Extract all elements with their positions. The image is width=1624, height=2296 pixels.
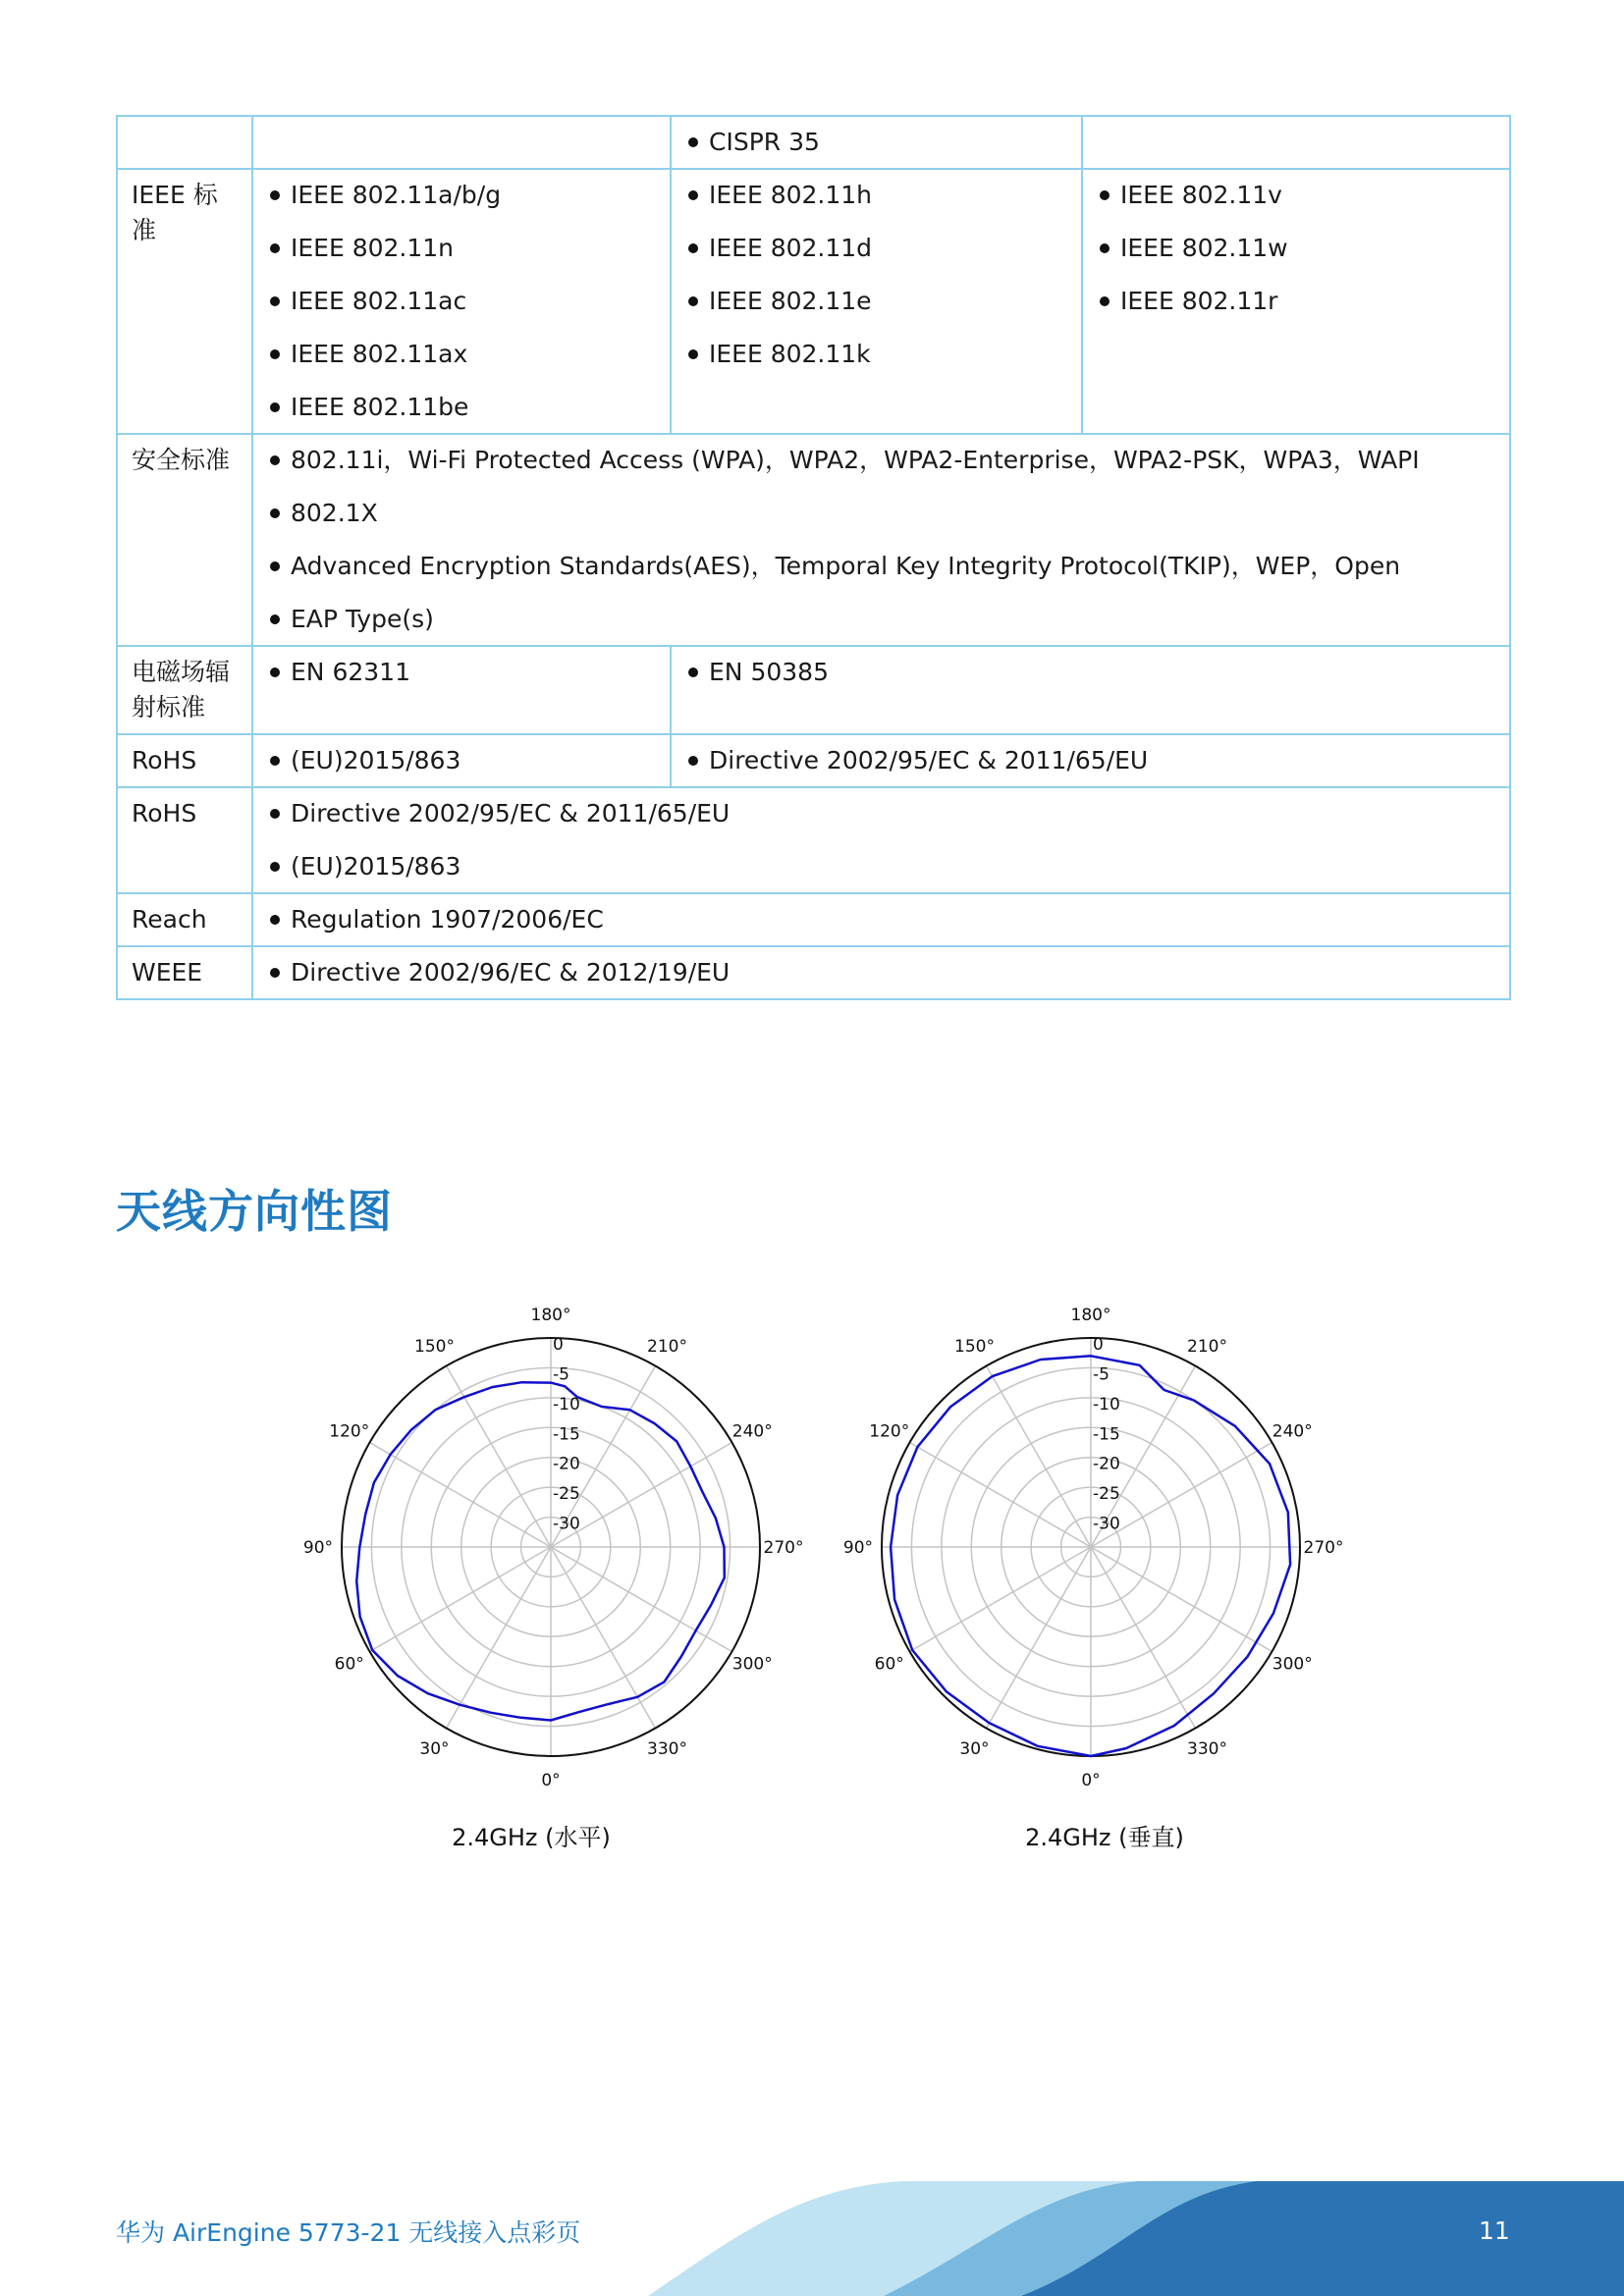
- radial-tick-label: -20: [553, 1454, 580, 1474]
- grid-spoke: [447, 1366, 552, 1547]
- list-item: 802.1X: [267, 496, 1497, 531]
- list-item: IEEE 802.11w: [1097, 231, 1497, 266]
- angle-tick-label: 30°: [959, 1739, 990, 1760]
- row-label: 安全标准: [132, 446, 231, 474]
- row-label: IEEE 标准: [132, 181, 218, 244]
- table-row: [117, 646, 1510, 734]
- row-label: RoHS: [132, 799, 197, 828]
- list-item: EAP Type(s): [267, 602, 1497, 637]
- row-label-rohs: [117, 734, 252, 787]
- table-cell: [671, 169, 1082, 434]
- radial-tick-label: -10: [1093, 1394, 1120, 1415]
- row-label-weee: [117, 946, 252, 999]
- table-cell: [252, 169, 671, 434]
- table-row: [117, 946, 1510, 999]
- radial-tick-label: -25: [553, 1484, 580, 1505]
- table-cell: [252, 116, 671, 169]
- table-cell: [671, 116, 1082, 169]
- table-cell: [671, 734, 1510, 787]
- bullet-list: [1097, 178, 1497, 319]
- list-item: Regulation 1907/2006/EC: [267, 902, 1497, 937]
- radial-tick-label: -5: [1093, 1364, 1110, 1385]
- angle-tick-label: 270°: [1303, 1538, 1344, 1558]
- grid-spoke: [370, 1443, 551, 1548]
- list-item: Advanced Encryption Standards(AES)，Temporal Key Integrity Protocol(TKIP)，WEP，Open: [267, 549, 1497, 584]
- table-cell: [671, 646, 1510, 734]
- angle-tick-label: 120°: [869, 1421, 910, 1442]
- grid-spoke: [551, 1547, 656, 1728]
- bullet-list: [267, 902, 1497, 937]
- angle-tick-label: 330°: [647, 1739, 687, 1760]
- row-label: Reach: [132, 905, 207, 934]
- table-cell: [1082, 169, 1510, 434]
- angle-tick-label: 270°: [763, 1538, 804, 1558]
- list-item: Directive 2002/95/EC & 2011/65/EU: [685, 743, 1497, 778]
- bullet-list: [267, 655, 658, 690]
- list-item: IEEE 802.11ax: [267, 337, 658, 372]
- list-item: IEEE 802.11h: [685, 178, 1069, 213]
- angle-tick-label: 210°: [1187, 1336, 1227, 1357]
- list-item: Directive 2002/95/EC & 2011/65/EU: [267, 796, 1497, 831]
- list-item: IEEE 802.11ac: [267, 284, 658, 319]
- table-row: [117, 893, 1510, 946]
- angle-tick-label: 60°: [874, 1654, 904, 1675]
- bullet-list: [267, 955, 1497, 990]
- row-label: 电磁场辐射标准: [132, 658, 231, 721]
- row-label: WEEE: [132, 958, 203, 987]
- row-label-reach: [117, 893, 252, 946]
- row-label: RoHS: [132, 746, 197, 774]
- list-item: IEEE 802.11n: [267, 231, 658, 266]
- list-item: 802.11i，Wi-Fi Protected Access (WPA)，WPA2，WPA2-Enterprise，WPA2-PSK，WPA3，WAPI: [267, 443, 1497, 478]
- angle-tick-label: 180°: [530, 1306, 571, 1325]
- angle-tick-label: 330°: [1187, 1739, 1227, 1760]
- list-item: EN 50385: [685, 655, 1497, 690]
- angle-tick-label: 240°: [1272, 1421, 1313, 1442]
- footer-doc-title: 华为 AirEngine 5773-21 无线接入点彩页: [116, 2218, 581, 2247]
- table-cell: [252, 646, 671, 734]
- angle-tick-label: 180°: [1070, 1306, 1111, 1325]
- grid-spoke: [447, 1547, 552, 1728]
- bullet-list: [267, 743, 658, 778]
- page-number: 11: [1479, 2216, 1510, 2245]
- angle-tick-label: 0°: [541, 1771, 561, 1790]
- list-item: (EU)2015/863: [267, 743, 658, 778]
- list-item: EN 62311: [267, 655, 658, 690]
- grid-spoke: [370, 1547, 551, 1652]
- radial-tick-label: -5: [553, 1364, 569, 1385]
- table-row: [117, 169, 1510, 434]
- list-item: Directive 2002/96/EC & 2012/19/EU: [267, 955, 1497, 990]
- bullet-list: [267, 178, 658, 425]
- polar-chart-vertical: [816, 1292, 1366, 1802]
- angle-tick-label: 120°: [329, 1421, 370, 1442]
- angle-tick-label: 150°: [414, 1336, 455, 1357]
- table-row: [117, 787, 1510, 893]
- table-cell: [252, 787, 1510, 893]
- radial-tick-label: -30: [1093, 1514, 1120, 1534]
- section-title: 天线方向性图: [116, 1185, 393, 1238]
- bullet-list: [685, 743, 1497, 778]
- angle-tick-label: 90°: [302, 1538, 334, 1558]
- list-item: IEEE 802.11be: [267, 390, 658, 425]
- radial-tick-label: -25: [1093, 1484, 1120, 1505]
- grid-spoke: [987, 1366, 1092, 1547]
- angle-tick-label: 60°: [334, 1654, 364, 1675]
- angle-tick-label: 300°: [1272, 1654, 1313, 1675]
- grid-spoke: [1091, 1547, 1272, 1652]
- table-cell: [252, 946, 1510, 999]
- angle-tick-label: 30°: [419, 1739, 450, 1760]
- radial-tick-label: -15: [1093, 1424, 1120, 1445]
- bullet-list: [267, 796, 1497, 884]
- radial-tick-label: 0: [1093, 1335, 1104, 1355]
- table-cell: [1082, 116, 1510, 169]
- row-label-rohs-2: [117, 787, 252, 893]
- radial-tick-label: -20: [1093, 1454, 1120, 1474]
- angle-tick-label: 90°: [842, 1538, 874, 1558]
- table-cell: [252, 893, 1510, 946]
- list-item: IEEE 802.11d: [685, 231, 1069, 266]
- grid-spoke: [910, 1547, 1091, 1652]
- table-cell: [117, 116, 252, 169]
- list-item: IEEE 802.11r: [1097, 284, 1497, 319]
- list-item: IEEE 802.11k: [685, 337, 1069, 372]
- chart-caption: 2.4GHz (垂直): [1025, 1824, 1184, 1851]
- row-label-emf: [117, 646, 252, 734]
- radial-tick-label: -10: [553, 1394, 580, 1415]
- row-label-security: [117, 434, 252, 646]
- table-row: [117, 734, 1510, 787]
- polar-chart-horizontal: [276, 1292, 826, 1802]
- row-label-ieee: [117, 169, 252, 434]
- spec-table: [116, 115, 1511, 1000]
- table-row: [117, 434, 1510, 646]
- radial-tick-label: -15: [553, 1424, 580, 1445]
- grid-spoke: [987, 1547, 1092, 1728]
- list-item: CISPR 35: [685, 125, 1069, 160]
- chart-caption: 2.4GHz (水平): [452, 1824, 611, 1851]
- angle-tick-label: 150°: [954, 1336, 995, 1357]
- list-item: IEEE 802.11e: [685, 284, 1069, 319]
- bullet-list: [685, 178, 1069, 372]
- list-item: (EU)2015/863: [267, 849, 1497, 884]
- table-cell: [252, 434, 1510, 646]
- grid-spoke: [910, 1443, 1091, 1548]
- bullet-list: [685, 655, 1497, 690]
- angle-tick-label: 240°: [731, 1421, 773, 1442]
- radial-tick-label: -30: [553, 1514, 580, 1534]
- grid-spoke: [551, 1547, 731, 1652]
- radial-tick-label: 0: [553, 1335, 564, 1355]
- list-item: IEEE 802.11a/b/g: [267, 178, 658, 213]
- table-cell: [252, 734, 671, 787]
- angle-tick-label: 0°: [1081, 1771, 1101, 1790]
- list-item: IEEE 802.11v: [1097, 178, 1497, 213]
- angle-tick-label: 210°: [647, 1336, 687, 1357]
- angle-tick-label: 300°: [731, 1654, 773, 1675]
- table-row: [117, 116, 1510, 169]
- grid-spoke: [1091, 1547, 1196, 1728]
- bullet-list: [267, 443, 1497, 637]
- bullet-list: [685, 125, 1069, 160]
